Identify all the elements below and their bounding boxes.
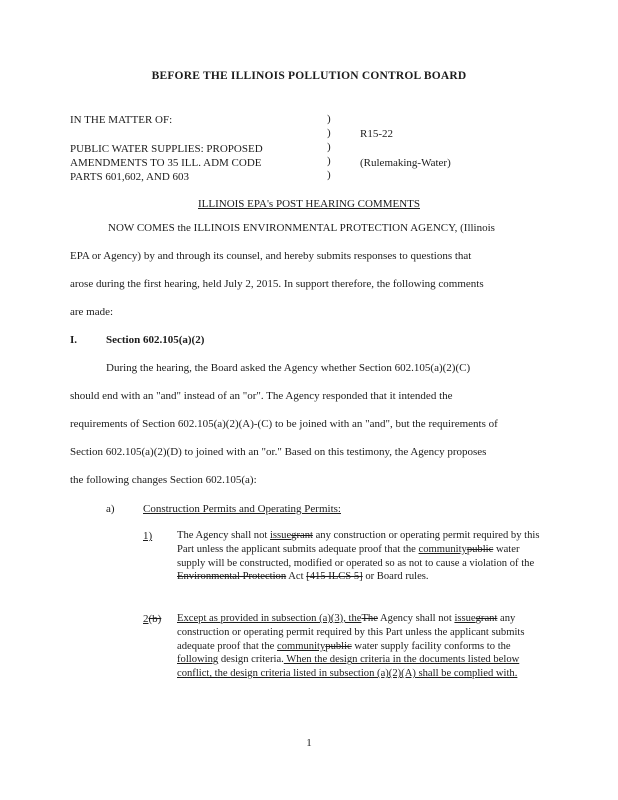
subsection-label: a) (106, 503, 115, 515)
intro-line-2: EPA or Agency) by and through its counsel, and hereby submits responses to questions that (70, 250, 472, 262)
case-number: R15-22 (360, 128, 393, 140)
para-line-1: During the hearing, the Board asked the Agency whether Section 602.105(a)(2)(C) (106, 362, 471, 374)
item-1-text: The Agency shall not issuegrant any construction or operating permit required by this Part unless the applicant submits adequate proof that the communitypublic water supply will be constructed, modified or operated so as not to cause a violation of the Environmental Protection Act [415 ILCS 5] or Board rules. (177, 530, 540, 583)
subsection-title: Construction Permits and Operating Permits: (143, 503, 341, 515)
caption-paren: ) (327, 169, 331, 181)
intro-line-1: NOW COMES the ILLINOIS ENVIRONMENTAL PROTECTION AGENCY, (Illinois (108, 222, 495, 234)
caption-paren: ) (327, 141, 331, 153)
caption-line-1: PUBLIC WATER SUPPLIES: PROPOSED (70, 143, 263, 155)
section-number: I. (70, 334, 78, 346)
caption-paren: ) (327, 155, 331, 167)
para-line-2: should end with an "and" instead of an "or". The Agency responded that it intended the (70, 390, 453, 402)
intro-line-3: arose during the first hearing, held July 2, 2015. In support therefore, the following comments (70, 278, 484, 290)
caption-paren: ) (327, 113, 331, 125)
section-title: Section 602.105(a)(2) (106, 334, 205, 346)
intro-line-4: are made: (70, 306, 114, 318)
document-heading: ILLINOIS EPA's POST HEARING COMMENTS (197, 198, 420, 210)
matter-label: IN THE MATTER OF: (70, 114, 173, 126)
caption-paren: ) (327, 127, 331, 139)
item-2-number: 2(b) (143, 613, 162, 625)
page-number: 1 (306, 737, 312, 749)
para-line-3: requirements of Section 602.105(a)(2)(A)-(C) to be joined with an "and", but the requirements of (70, 418, 498, 430)
case-type: (Rulemaking-Water) (360, 157, 451, 169)
item-1-number: 1) (143, 530, 153, 542)
caption-line-2: AMENDMENTS TO 35 ILL. ADM CODE (70, 157, 262, 169)
page-title: BEFORE THE ILLINOIS POLLUTION CONTROL BOARD (151, 70, 467, 82)
caption-line-3: PARTS 601,602, AND 603 (70, 171, 190, 183)
item-2-text: Except as provided in subsection (a)(3), theThe Agency shall not issuegrant any construction or operating permit required by this Part unless the applicant submits adequate proof that the communitypublic water supply facility conforms to the following design criteria. When the design criteria in the documents listed below conflict, the design criteria listed in subsection (a)(2)(A) shall be complied with. (177, 613, 525, 680)
para-line-5: the following changes Section 602.105(a): (70, 474, 257, 486)
para-line-4: Section 602.105(a)(2)(D) to joined with an "or." Based on this testimony, the Agency proposes (70, 446, 487, 458)
